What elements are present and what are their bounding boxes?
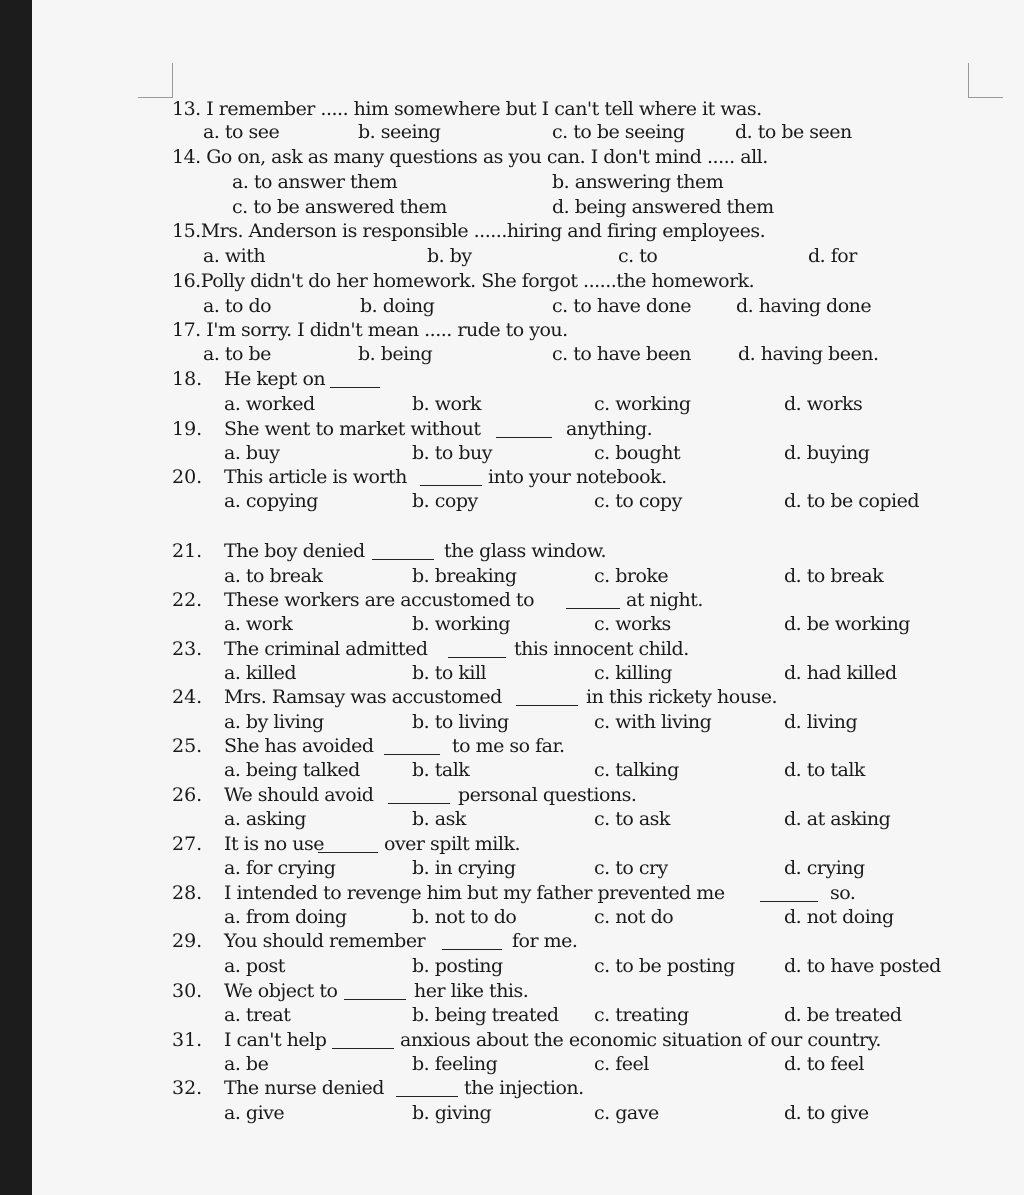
q30-option-a: a. treat xyxy=(224,1004,291,1026)
q28-option-c: c. not do xyxy=(594,906,674,928)
q32-text: The nurse denied xyxy=(224,1077,384,1099)
q30-option-b: b. being treated xyxy=(412,1004,559,1026)
q31-blank xyxy=(332,1048,394,1049)
crop-mark-top-left xyxy=(138,63,173,98)
q24-tail: in this rickety house. xyxy=(586,686,778,708)
q17-option-c: c. to have been xyxy=(552,343,691,365)
q22-option-a: a. work xyxy=(224,613,293,635)
q31-option-d: d. to feel xyxy=(784,1053,864,1075)
question-16-text: 16.Polly didn't do her homework. She forgot ......the homework. xyxy=(172,270,755,292)
q24-text: Mrs. Ramsay was accustomed xyxy=(224,686,502,708)
q23-option-a: a. killed xyxy=(224,662,297,684)
q31-text: I can't help xyxy=(224,1029,327,1051)
q18-text: He kept on xyxy=(224,368,326,390)
q22-option-d: d. be working xyxy=(784,613,910,635)
q21-option-d: d. to break xyxy=(784,565,884,587)
q29-option-b: b. posting xyxy=(412,955,503,977)
q16-option-a: a. to do xyxy=(203,295,272,317)
q29-text: You should remember xyxy=(224,930,426,952)
q16-option-c: c. to have done xyxy=(552,295,691,317)
q24-blank xyxy=(516,705,578,706)
q17-option-d: d. having been. xyxy=(738,343,879,365)
q25-tail: to me so far. xyxy=(452,735,565,757)
q14-option-b: b. answering them xyxy=(552,171,724,193)
q18-number: 18. xyxy=(172,368,203,390)
q26-number: 26. xyxy=(172,784,203,806)
q19-option-d: d. buying xyxy=(784,442,870,464)
q31-option-a: a. be xyxy=(224,1053,269,1075)
q27-option-d: d. crying xyxy=(784,857,865,879)
q32-option-a: a. give xyxy=(224,1102,285,1124)
q25-blank xyxy=(384,754,440,755)
q24-number: 24. xyxy=(172,686,203,708)
q22-option-c: c. works xyxy=(594,613,671,635)
q27-number: 27. xyxy=(172,833,203,855)
q28-text: I intended to revenge him but my father prevented me xyxy=(224,882,725,904)
q21-number: 21. xyxy=(172,540,203,562)
q29-blank xyxy=(442,949,502,950)
q19-text: She went to market without xyxy=(224,418,481,440)
q25-option-b: b. talk xyxy=(412,759,470,781)
q22-number: 22. xyxy=(172,589,203,611)
q28-tail: so. xyxy=(830,882,856,904)
q29-tail: for me. xyxy=(512,930,578,952)
question-13-text: 13. I remember ..... him somewhere but I can't tell where it was. xyxy=(172,98,762,120)
q13-option-c: c. to be seeing xyxy=(552,121,685,143)
q20-option-c: c. to copy xyxy=(594,490,682,512)
q26-option-a: a. asking xyxy=(224,808,306,830)
q28-option-b: b. not to do xyxy=(412,906,517,928)
q15-option-c: c. to xyxy=(618,245,658,267)
q25-option-c: c. talking xyxy=(594,759,679,781)
q28-option-d: d. not doing xyxy=(784,906,894,928)
q26-tail: personal questions. xyxy=(458,784,637,806)
q20-number: 20. xyxy=(172,466,203,488)
q32-blank xyxy=(396,1096,458,1097)
q20-tail: into your notebook. xyxy=(488,466,667,488)
q16-option-d: d. having done xyxy=(736,295,872,317)
q16-option-b: b. doing xyxy=(360,295,435,317)
q24-option-d: d. living xyxy=(784,711,858,733)
q23-number: 23. xyxy=(172,638,203,660)
q30-blank xyxy=(344,999,406,1000)
question-14-text: 14. Go on, ask as many questions as you can. I don't mind ..... all. xyxy=(172,146,768,168)
q23-option-b: b. to kill xyxy=(412,662,487,684)
q29-option-d: d. to have posted xyxy=(784,955,941,977)
q17-option-b: b. being xyxy=(358,343,433,365)
q32-option-b: b. giving xyxy=(412,1102,492,1124)
q23-option-d: d. had killed xyxy=(784,662,897,684)
q21-tail: the glass window. xyxy=(444,540,606,562)
q14-option-c: c. to be answered them xyxy=(232,196,447,218)
q30-number: 30. xyxy=(172,980,203,1002)
q27-blank xyxy=(318,852,378,853)
q27-option-b: b. in crying xyxy=(412,857,516,879)
q15-option-a: a. with xyxy=(203,245,266,267)
q21-option-c: c. broke xyxy=(594,565,669,587)
q21-text: The boy denied xyxy=(224,540,365,562)
q31-tail: anxious about the economic situation of our country. xyxy=(400,1029,881,1051)
q19-number: 19. xyxy=(172,418,203,440)
q19-blank xyxy=(496,437,552,438)
q13-option-b: b. seeing xyxy=(358,121,441,143)
q29-number: 29. xyxy=(172,930,203,952)
q13-option-d: d. to be seen xyxy=(735,121,852,143)
q30-option-c: c. treating xyxy=(594,1004,689,1026)
q21-blank xyxy=(372,559,434,560)
q18-option-c: c. working xyxy=(594,393,691,415)
q25-option-d: d. to talk xyxy=(784,759,865,781)
q22-blank xyxy=(566,608,620,609)
q31-option-b: b. feeling xyxy=(412,1053,498,1075)
q19-option-a: a. buy xyxy=(224,442,280,464)
q28-number: 28. xyxy=(172,882,203,904)
q18-option-b: b. work xyxy=(412,393,482,415)
q32-number: 32. xyxy=(172,1077,203,1099)
q21-option-a: a. to break xyxy=(224,565,323,587)
q23-text: The criminal admitted xyxy=(224,638,428,660)
q25-option-a: a. being talked xyxy=(224,759,360,781)
q26-blank xyxy=(388,803,450,804)
q14-option-d: d. being answered them xyxy=(552,196,774,218)
q15-option-b: b. by xyxy=(427,245,472,267)
q20-option-a: a. copying xyxy=(224,490,318,512)
q27-option-a: a. for crying xyxy=(224,857,336,879)
q31-option-c: c. feel xyxy=(594,1053,649,1075)
q19-option-b: b. to buy xyxy=(412,442,492,464)
left-dark-edge xyxy=(0,0,32,1195)
q29-option-a: a. post xyxy=(224,955,285,977)
q25-number: 25. xyxy=(172,735,203,757)
q23-blank xyxy=(448,657,506,658)
q20-text: This article is worth xyxy=(224,466,407,488)
q32-option-c: c. gave xyxy=(594,1102,659,1124)
q32-option-d: d. to give xyxy=(784,1102,869,1124)
q20-blank xyxy=(420,485,482,486)
q26-option-c: c. to ask xyxy=(594,808,670,830)
q24-option-c: c. with living xyxy=(594,711,712,733)
q23-tail: this innocent child. xyxy=(514,638,689,660)
q27-option-c: c. to cry xyxy=(594,857,668,879)
q22-option-b: b. working xyxy=(412,613,511,635)
q15-option-d: d. for xyxy=(808,245,857,267)
q22-text: These workers are accustomed to xyxy=(224,589,535,611)
crop-mark-top-right xyxy=(968,63,1003,98)
q30-option-d: d. be treated xyxy=(784,1004,902,1026)
q18-blank xyxy=(330,387,380,388)
q28-blank xyxy=(760,901,818,902)
q17-option-a: a. to be xyxy=(203,343,271,365)
q32-tail: the injection. xyxy=(464,1077,584,1099)
q22-tail: at night. xyxy=(626,589,703,611)
q29-option-c: c. to be posting xyxy=(594,955,735,977)
q30-text: We object to xyxy=(224,980,338,1002)
question-15-text: 15.Mrs. Anderson is responsible ......hiring and firing employees. xyxy=(172,220,766,242)
q21-option-b: b. breaking xyxy=(412,565,517,587)
q26-option-d: d. at asking xyxy=(784,808,891,830)
q19-option-c: c. bought xyxy=(594,442,681,464)
q25-text: She has avoided xyxy=(224,735,374,757)
q26-option-b: b. ask xyxy=(412,808,466,830)
q20-option-b: b. copy xyxy=(412,490,478,512)
q18-option-d: d. works xyxy=(784,393,863,415)
q20-option-d: d. to be copied xyxy=(784,490,920,512)
question-17-text: 17. I'm sorry. I didn't mean ..... rude to you. xyxy=(172,319,568,341)
q14-option-a: a. to answer them xyxy=(232,171,398,193)
q27-text: It is no use xyxy=(224,833,324,855)
q24-option-a: a. by living xyxy=(224,711,324,733)
q30-tail: her like this. xyxy=(414,980,529,1002)
q23-option-c: c. killing xyxy=(594,662,672,684)
q19-tail: anything. xyxy=(566,418,653,440)
q28-option-a: a. from doing xyxy=(224,906,347,928)
q31-number: 31. xyxy=(172,1029,203,1051)
q27-tail: over spilt milk. xyxy=(384,833,521,855)
q13-option-a: a. to see xyxy=(203,121,280,143)
q24-option-b: b. to living xyxy=(412,711,509,733)
q18-option-a: a. worked xyxy=(224,393,315,415)
q26-text: We should avoid xyxy=(224,784,374,806)
